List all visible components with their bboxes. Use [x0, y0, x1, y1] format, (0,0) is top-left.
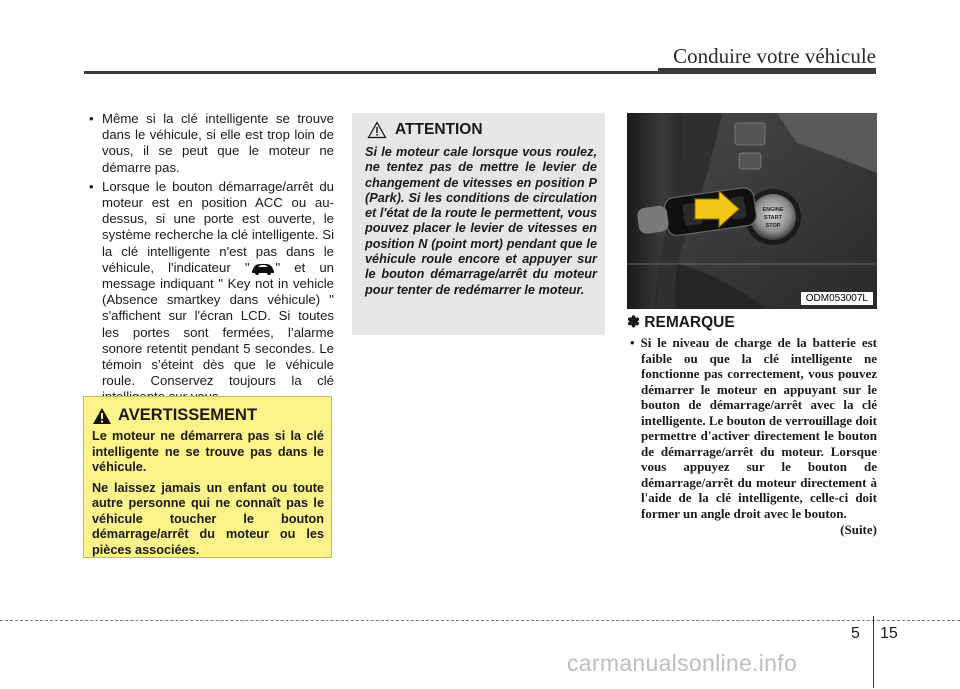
car-key-indicator-icon — [250, 262, 276, 275]
watermark-text: carmanualsonline.info — [567, 650, 798, 676]
footer-rule — [0, 620, 960, 621]
page-header-title: Conduire votre véhicule — [673, 44, 876, 68]
warning-triangle-icon — [92, 407, 112, 425]
note-section — [627, 313, 877, 538]
attention-text: Si le moteur cale lorsque vous roulez, ne tentez pas de mettre le levier de changement de vitesses en position P (Park). Si les conditions de circulation et l'état de la route le permettent, vous pouvez placer le levier de vitesses en position N (point mort) pendant que le véhicule roule encore et appuyer sur le bouton démarrage/arrêt du moteur pour tenter de redémarrer le moteur. — [365, 145, 597, 297]
attention-box — [352, 113, 605, 335]
bullet-text-after-icon: " et un message indiquant " Key not in vehicle (Absence smartkey dans véhicule) " s'affichent sur l'écran LCD. Si toutes les portes sont fermées, l’alarme sonore retentit pendant 5 secondes. Le témoin s’éteint dès que le véhicule roule. Conservez toujours la clé — [102, 259, 334, 389]
column-left — [86, 111, 334, 409]
page-number: 15 — [880, 625, 898, 642]
header-rule-accent — [658, 68, 876, 74]
caution-triangle-icon — [367, 121, 387, 139]
start-label: START — [764, 215, 782, 221]
bullet-item-key-search — [86, 179, 334, 406]
bullet-list — [86, 111, 334, 406]
warning-header — [92, 406, 324, 425]
stop-label: STOP — [765, 223, 781, 229]
attention-header — [365, 121, 597, 139]
bullet-text-before-icon: Lorsque le bouton démarrage/arrêt du moteur est en position ACC ou au-dessus, si une porte est ouverte, le système recherche la clé intelligente. Si la clé intelligente n'est pas dans le véhicule, l'indicateur " — [102, 178, 334, 275]
warning-paragraph-1: Le moteur ne démarrera pas si la clé intelligente ne se trouve pas dans le véhicule. — [92, 429, 324, 474]
bullet-text: Même si la clé intelligente se trouve dans le véhicule, si elle est trop loin de vous, il se peut que le moteur ne démarre pas. — [102, 111, 334, 175]
warning-title: AVERTISSEMENT — [118, 406, 258, 424]
smart-key-illustration — [627, 113, 877, 309]
figure-code-label: ODM053007L — [801, 292, 873, 305]
continued-label: (Suite) — [840, 522, 877, 537]
attention-title: ATTENTION — [395, 121, 483, 138]
warning-box — [83, 396, 332, 558]
bullet-item-key-distance — [86, 111, 334, 176]
smart-key-figure — [627, 113, 877, 309]
chapter-number: 5 — [851, 625, 860, 642]
page-number-divider — [873, 616, 874, 688]
note-title: ✽ REMARQUE — [627, 314, 735, 331]
note-body: • Si le niveau de charge de la batterie est faible ou que la clé intelligente ne fonctionne pas correctement, vous pouvez démarrer le moteur en appuyant sur le bouton de démarrage/arrêt avec la clé intelligente. Le bouton de verrouillage doit permettre d'activer directement le bouton de démarrage/arrêt du moteur. Lorsque vous appuyez sur le bouton de démarrage/arrêt du moteur directement à l'aide de la clé intelligente, celle-ci doit former un angle droit avec le bouton. — [630, 335, 877, 521]
warning-paragraph-2: Ne laissez jamais un enfant ou toute autre personne qui ne connaît pas le véhicule toucher le bouton démarrage/arrêt du moteur ou les pièces associées. — [92, 480, 324, 557]
engine-label: ENGINE — [762, 207, 784, 213]
